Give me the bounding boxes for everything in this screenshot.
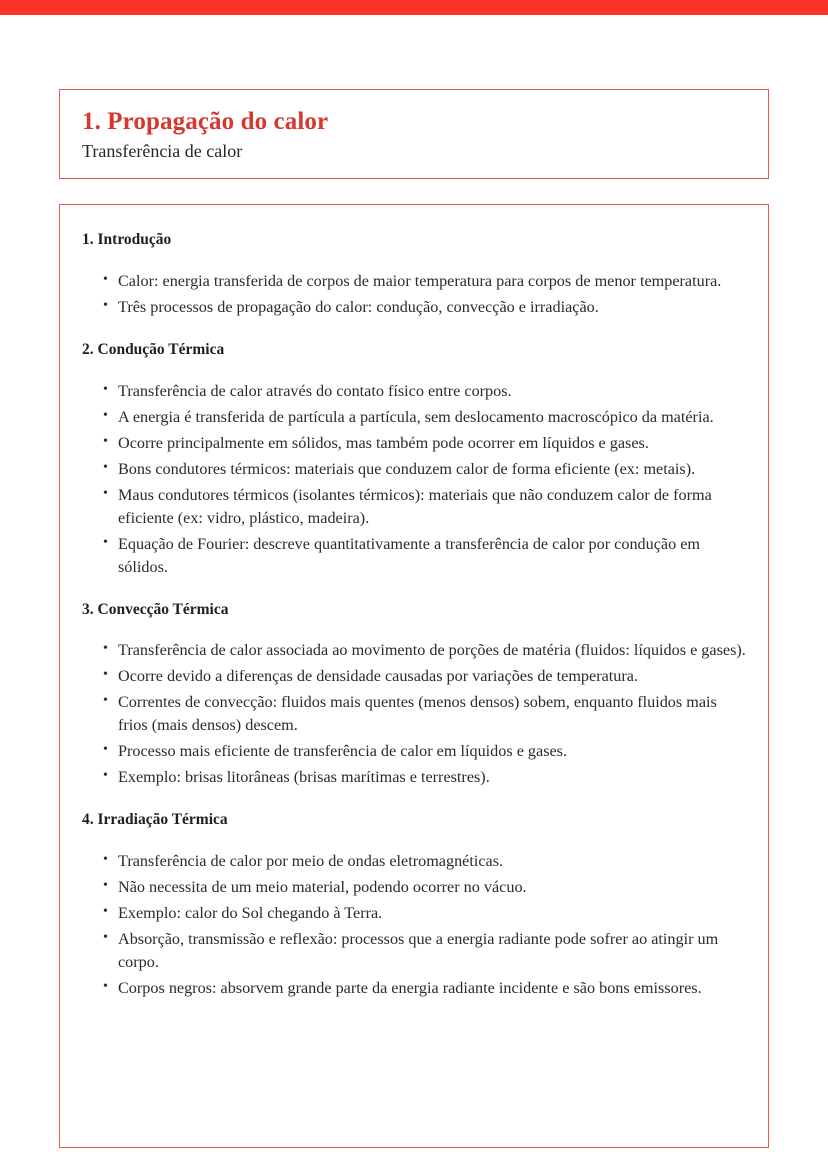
list-item: • Exemplo: calor do Sol chegando à Terra. [118, 902, 746, 925]
page-subtitle: Transferência de calor [82, 140, 243, 161]
bullet-list [82, 850, 746, 1000]
list-item: • Absorção, transmissão e reflexão: processos que a energia radiante pode sofrer ao atingir um corpo. [118, 928, 746, 974]
list-item: • Transferência de calor por meio de ondas eletromagnéticas. [118, 850, 746, 873]
document-content-card [59, 204, 769, 1148]
list-item: • Bons condutores térmicos: materiais que conduzem calor de forma eficiente (ex: metais). [118, 458, 746, 481]
list-item: • Calor: energia transferida de corpos de maior temperatura para corpos de menor temperatura. [118, 270, 746, 293]
bullet-list [82, 380, 746, 579]
document-header-card [59, 89, 769, 179]
content-section [82, 811, 746, 1000]
top-accent-bar [0, 0, 828, 15]
list-item: • Não necessita de um meio material, podendo ocorrer no vácuo. [118, 876, 746, 899]
list-item: • Exemplo: brisas litorâneas (brisas marítimas e terrestres). [118, 766, 746, 789]
content-section [82, 601, 746, 790]
section-heading: 3. Convecção Térmica [82, 600, 229, 618]
bullet-list [82, 639, 746, 789]
list-item: • Ocorre principalmente em sólidos, mas também pode ocorrer em líquidos e gases. [118, 432, 746, 455]
document-page [0, 89, 828, 1148]
content-section [82, 231, 746, 319]
content-section [82, 341, 746, 579]
list-item: • Corpos negros: absorvem grande parte da energia radiante incidente e são bons emissores. [118, 977, 746, 1000]
sections-container [82, 231, 746, 999]
section-heading: 1. Introdução [82, 231, 172, 249]
list-item: • Maus condutores térmicos (isolantes térmicos): materiais que não conduzem calor de forma eficiente (ex: vidro, plástico, madeira). [118, 484, 746, 530]
list-item: • A energia é transferida de partícula a partícula, sem deslocamento macroscópico da matéria. [118, 406, 746, 429]
list-item: • Processo mais eficiente de transferência de calor em líquidos e gases. [118, 740, 746, 763]
bullet-list [82, 270, 746, 319]
section-heading: 2. Condução Térmica [82, 340, 225, 358]
section-heading: 4. Irradiação Térmica [82, 811, 228, 829]
list-item: • Transferência de calor associada ao movimento de porções de matéria (fluidos: líquidos e gases). [118, 639, 746, 662]
list-item: • Três processos de propagação do calor: condução, convecção e irradiação. [118, 296, 746, 319]
list-item: • Equação de Fourier: descreve quantitativamente a transferência de calor por condução em sólidos. [118, 533, 746, 579]
list-item: • Correntes de convecção: fluidos mais quentes (menos densos) sobem, enquanto fluidos mais frios (mais densos) descem. [118, 691, 746, 737]
list-item: • Ocorre devido a diferenças de densidade causadas por variações de temperatura. [118, 665, 746, 688]
page-title: 1. Propagação do calor [82, 108, 329, 135]
list-item: • Transferência de calor através do contato físico entre corpos. [118, 380, 746, 403]
